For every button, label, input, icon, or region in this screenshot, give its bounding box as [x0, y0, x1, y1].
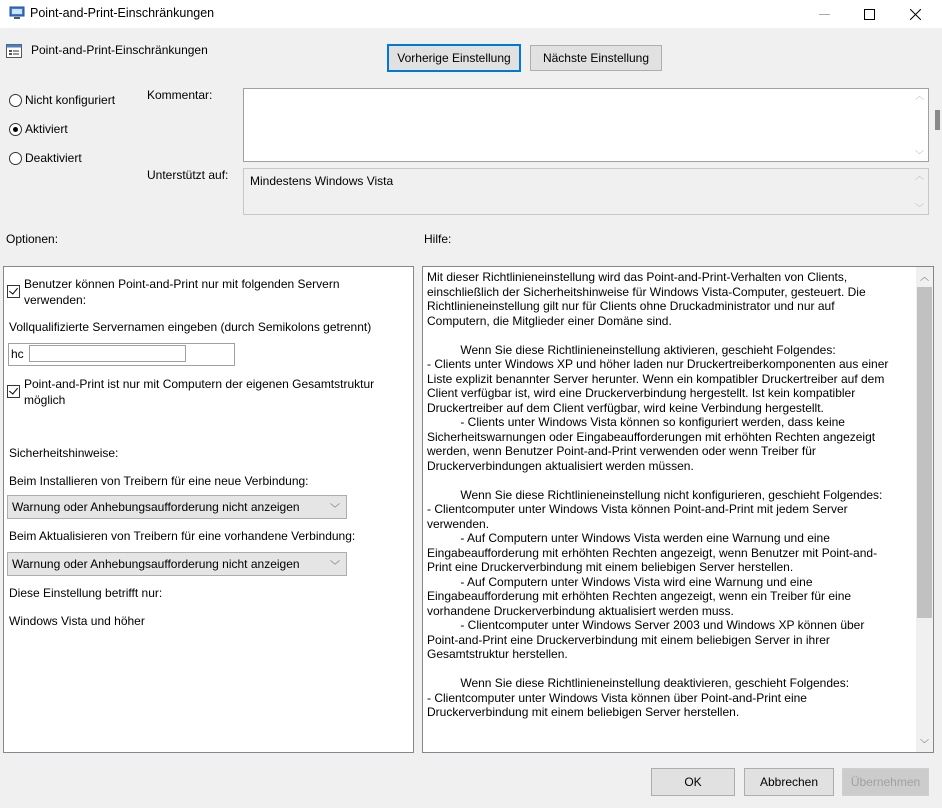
- help-text: Mit dieser Richtlinieneinstellung wird das Point-and-Print-Verhalten von Clients, einschließlich der Sicherheitshinweise für Windows Vista-Computer, gesteuert. Die Richtlinieneinstellung gilt nur für Clients ohne Druckadministrator und nur auf Computern, die Mitglieder einer Domäne sind. Wenn Sie diese Richtlinieneinstellung aktivieren, geschieht Folgendes: - Clients unter Windows XP und höher laden nur Druckertreiberkomponenten aus einer Liste explizit benannter Server herunter. Wenn ein kompatibler Druckertreiber auf dem Client verfügbar ist, wird eine Druckerverbindung hergestellt. Ist kein kompatibler Druckertreiber auf dem Client verfügbar, wird keine Verbindung hergestellt. - Clients unter Windows Vista können so konfiguriert werden, dass keine Sicherheitswarnungen oder Eingabeaufforderungen mit erhöhten Rechten angezeigt werden, wenn Benutzer Point-and-Print verwenden oder wenn Treiber für Druckerverbindungen aktualisiert werden müssen. Wenn Sie diese Richtlinieneinstellung nicht konfigurieren, geschieht Folgendes: - Clientcomputer unter Windows Vista können Point-and-Print mit jedem Server verwenden. - Auf Computern unter Windows Vista werden eine Warnung und eine Eingabeaufforderung mit erhöhten Rechten angezeigt, wenn Benutzer mit Point-and- Print eine Druckerverbindung mit einem beliebigen Server herstellen. - Auf Computern unter Windows Vista wird eine Warnung und eine Eingabeaufforderung mit erhöhten Rechten angezeigt, wenn ein Treiber für eine vorhandene Druckerverbindung aktualisiert werden muss. - Clientcomputer unter Windows Server 2003 und Windows XP können über Point-and-Print eine Druckerverbindung mit einem beliebigen Server in ihrer Gesamtstruktur herstellen. Wenn Sie diese Richtlinieneinstellung deaktivieren, geschieht Folgendes: - Clientcomputer unter Windows Vista können über Point-and-Print eine Druckerverbindung mit einem beliebigen Server herstellen.: [427, 270, 889, 719]
- close-button[interactable]: [892, 0, 938, 28]
- chevron-down-icon: ﹀: [330, 504, 340, 515]
- policy-window-icon: [9, 6, 25, 20]
- next-setting-button[interactable]: Nächste Einstellung: [530, 45, 662, 71]
- options-panel: [3, 266, 414, 753]
- checkbox-forest[interactable]: [7, 385, 20, 398]
- window-edge-marker: [935, 110, 940, 130]
- window-title: Point-and-Print-Einschränkungen: [30, 6, 215, 20]
- checkbox-forest-row[interactable]: [7, 376, 377, 408]
- title-bar: [0, 0, 942, 28]
- maximize-button[interactable]: [846, 0, 892, 28]
- install-label: Beim Installieren von Treibern für eine neue Verbindung:: [9, 474, 309, 488]
- scroll-down-icon[interactable]: ﹀: [920, 739, 930, 749]
- radio-enabled[interactable]: [9, 122, 68, 136]
- checkbox-servers-row[interactable]: [7, 276, 377, 308]
- previous-setting-button[interactable]: Vorherige Einstellung: [387, 44, 521, 72]
- radio-not-configured[interactable]: [9, 93, 115, 107]
- maximize-icon: [864, 9, 875, 20]
- servernames-inner-box: [29, 345, 186, 362]
- comment-scrollbar[interactable]: [911, 89, 928, 161]
- supported-label: Unterstützt auf:: [147, 168, 229, 182]
- supported-scrollbar[interactable]: [911, 169, 928, 214]
- minimize-icon: [819, 9, 830, 20]
- policy-setting-icon: [6, 44, 22, 58]
- update-select[interactable]: [7, 552, 347, 576]
- radio-circle[interactable]: [9, 94, 22, 107]
- scroll-up-icon[interactable]: ︿: [914, 91, 924, 101]
- update-select-value: Warnung oder Anhebungsaufforderung nicht anzeigen: [12, 557, 300, 571]
- radio-circle[interactable]: [9, 152, 22, 165]
- servernames-input[interactable]: [8, 343, 235, 366]
- apply-button[interactable]: Übernehmen: [842, 768, 929, 796]
- help-panel: [422, 266, 934, 753]
- options-heading: Optionen:: [6, 232, 59, 246]
- help-heading: Hilfe:: [424, 232, 452, 246]
- scroll-down-icon[interactable]: ﹀: [914, 150, 924, 160]
- scroll-up-icon[interactable]: ︿: [914, 171, 924, 181]
- scrollbar-thumb[interactable]: [917, 287, 932, 618]
- comment-label: Kommentar:: [147, 88, 213, 102]
- radio-label: Nicht konfiguriert: [25, 93, 116, 107]
- minimize-button[interactable]: [801, 0, 847, 28]
- comment-value: [244, 89, 928, 95]
- help-scrollbar[interactable]: [916, 267, 933, 752]
- security-heading: Sicherheitshinweise:: [9, 446, 119, 460]
- comment-field[interactable]: [243, 88, 929, 162]
- update-label: Beim Aktualisieren von Treibern für eine vorhandene Verbindung:: [9, 529, 356, 543]
- radio-disabled[interactable]: [9, 151, 82, 165]
- chevron-down-icon: ﹀: [330, 561, 340, 572]
- applies-value: Windows Vista und höher: [9, 614, 145, 628]
- applies-label: Diese Einstellung betrifft nur:: [9, 586, 163, 600]
- install-select-value: Warnung oder Anhebungsaufforderung nicht anzeigen: [12, 500, 300, 514]
- cancel-button[interactable]: Abbrechen: [744, 768, 834, 796]
- checkbox-forest-label: Point-and-Print ist nur mit Computern der eigenen Gesamtstruktur möglich: [24, 377, 375, 407]
- ok-button[interactable]: OK: [651, 768, 735, 796]
- install-select[interactable]: [7, 495, 347, 519]
- supported-field: [243, 168, 929, 215]
- radio-label: Aktiviert: [25, 122, 68, 136]
- radio-circle[interactable]: [9, 123, 22, 136]
- servernames-value: hc: [11, 347, 24, 361]
- checkbox-servers-label: Benutzer können Point-and-Print nur mit folgenden Servern verwenden:: [24, 277, 340, 307]
- supported-value: Mindestens Windows Vista: [250, 174, 394, 188]
- checkbox-servers[interactable]: [7, 285, 20, 298]
- servernames-label: Vollqualifizierte Servernamen eingeben (durch Semikolons getrennt): [9, 320, 372, 334]
- close-icon: [910, 9, 921, 20]
- radio-label: Deaktiviert: [25, 151, 82, 165]
- scroll-up-icon[interactable]: ︿: [920, 272, 930, 282]
- policy-name: Point-and-Print-Einschränkungen: [31, 43, 208, 57]
- scroll-down-icon[interactable]: ﹀: [914, 203, 924, 213]
